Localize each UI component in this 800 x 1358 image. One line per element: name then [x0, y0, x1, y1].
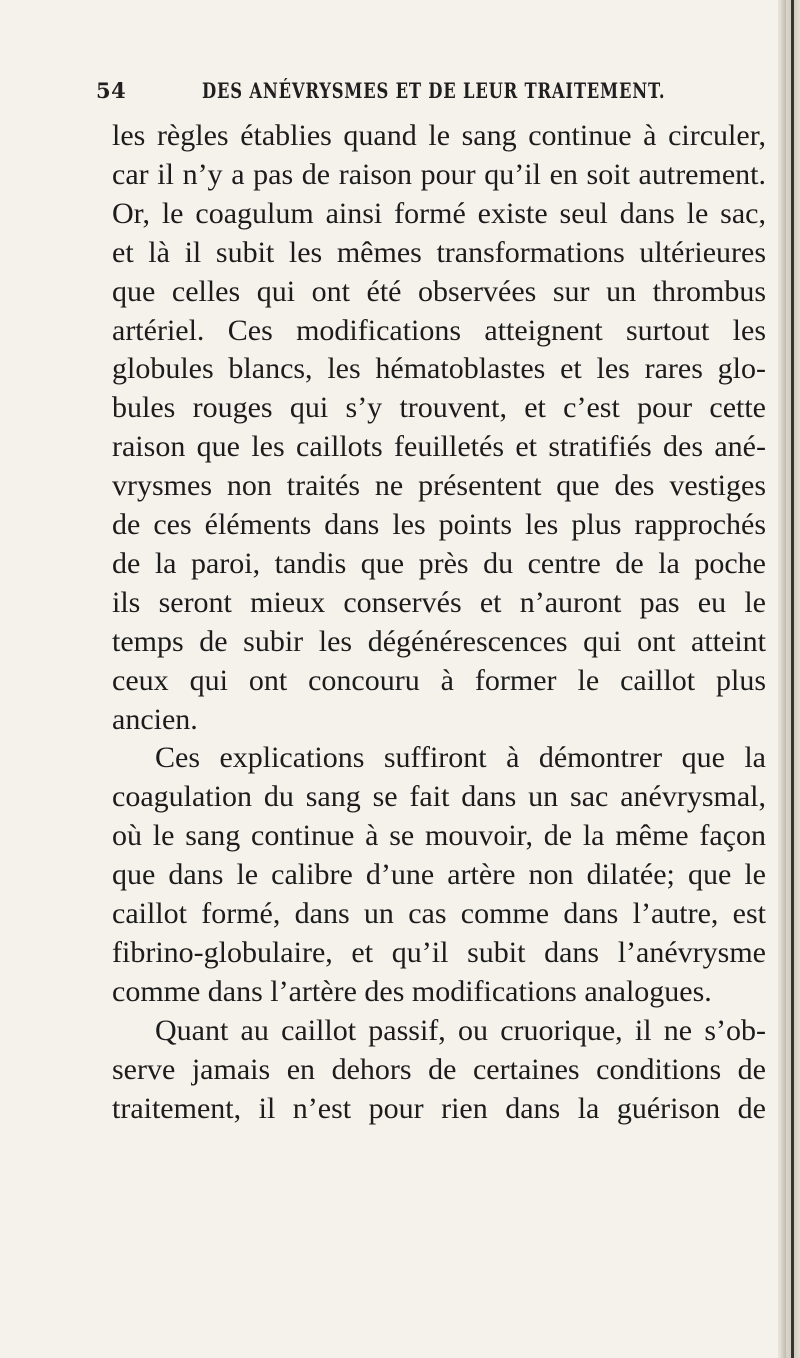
text-line: ceux qui ont concouru à former le caillot plus [112, 663, 766, 697]
text-line: Ces explications suffiront à démontrer que la [155, 741, 766, 775]
text-line: que dans le calibre d’une artère non dilatée; que le [112, 858, 766, 892]
page-edge-shadow [780, 0, 786, 1358]
text-line: serve jamais en dehors de certaines conditions de [112, 1052, 766, 1086]
text-line: et là il subit les mêmes transformations ultérieures [112, 235, 766, 269]
text-line: traitement, il n’est pour rien dans la guérison de [112, 1091, 766, 1125]
text-line: comme dans l’artère des modifications analogues. [112, 974, 712, 1008]
text-line: vrysmes non traités ne présentent que des vestiges [112, 469, 766, 503]
text-line: temps de subir les dégénérescences qui ont atteint [112, 624, 766, 658]
text-line: les règles établies quand le sang continue à circuler, [112, 119, 766, 152]
text-line: Quant au caillot passif, ou cruorique, il ne s’ob- [155, 1013, 766, 1047]
text-line: ils seront mieux conservés et n’auront pas eu le [112, 585, 766, 619]
binding-line [791, 0, 794, 1358]
text-line: coagulation du sang se fait dans un sac anévrysmal, [112, 780, 766, 814]
text-line: de ces éléments dans les points les plus rapprochés [112, 508, 766, 541]
running-head: DES ANÉVRYSMES ET DE LEUR TRAITEMENT. [202, 78, 666, 103]
page-number: 54 [96, 78, 127, 103]
text-line: Or, le coagulum ainsi formé existe seul dans le sac, [112, 196, 766, 230]
text-line: où le sang continue à se mouvoir, de la même façon [112, 819, 766, 853]
text-line: artériel. Ces modifications atteignent surtout les [112, 313, 766, 347]
text-line: ancien. [112, 702, 198, 736]
text-line: raison que les caillots feuilletés et stratifiés des ané- [112, 430, 766, 464]
text-line: que celles qui ont été observées sur un thrombus [112, 274, 766, 308]
text-line: fibrino-globulaire, et qu’il subit dans l’anévrysme [112, 935, 766, 969]
text-line: de la paroi, tandis que près du centre de la poche [112, 546, 766, 580]
text-line: bules rouges qui s’y trouvent, et c’est pour cette [112, 391, 766, 425]
text-line: globules blancs, les hématoblastes et les rares glo- [112, 352, 766, 386]
text-line: caillot formé, dans un cas comme dans l’autre, est [112, 897, 766, 930]
text-line: car il n’y a pas de raison pour qu’il en soit autrement. [112, 157, 766, 191]
page-header [96, 78, 746, 108]
